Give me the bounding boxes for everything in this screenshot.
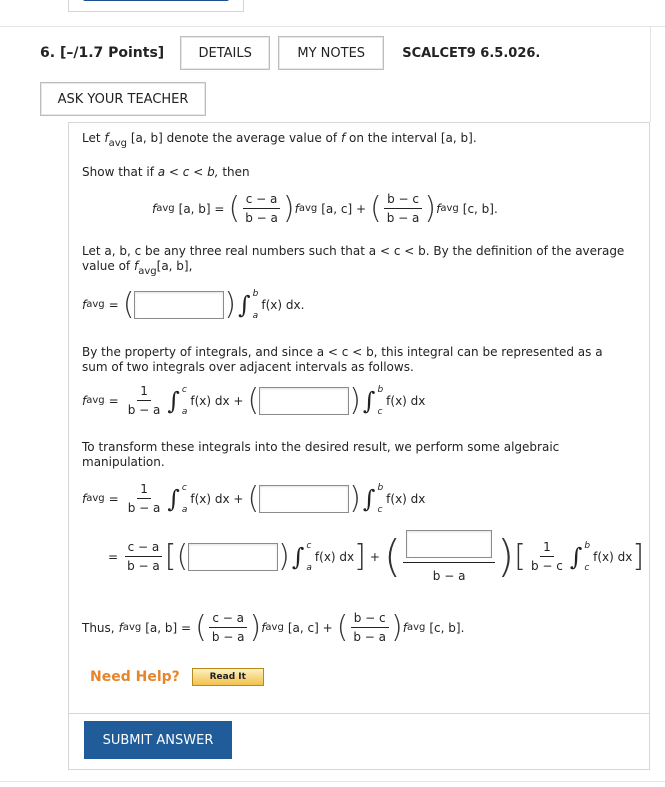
intro-text: Let $f_{avg}$ [a, b] denote the average value of f on the interval [a, b]. (82, 131, 477, 149)
my-notes-button[interactable]: MY NOTES (278, 36, 384, 70)
question-number: 6. [–/1.7 Points] (40, 45, 165, 61)
show-that-text: Show that if a < c < b, then (82, 165, 250, 179)
answer-box-3[interactable] (259, 485, 349, 513)
manipulation-equation-1: f avg = $\frac{1}{b - a}$ ∫ c a f(x) dx + ( ) ∫ b c f(x) dx (82, 480, 426, 516)
split-equation: f avg = $\frac{1}{b - a}$ ∫ c a f(x) dx + ( ) ∫ b c f(x) dx (82, 382, 426, 418)
target-equation: f avg [a, b] = ( $\frac{c - a}{b - a}$ ) f avg [a, c] + ( $\frac{b - c}{b - a}$ ) f avg [c, b]. (152, 190, 498, 226)
definition-equation: f avg = ( ) ∫ b a f(x) dx. (82, 287, 305, 322)
submit-answer-button[interactable]: SUBMIT ANSWER (84, 721, 232, 759)
question-header (40, 36, 540, 70)
divider (0, 781, 665, 782)
details-button[interactable]: DETAILS (180, 36, 270, 70)
definition-text: Let a, b, c be any three real numbers such that a < c < b. By the definition of the average value of $f_{avg}[a$, b], (82, 244, 625, 277)
progress-bar (83, 0, 229, 1)
conclusion-equation: Thus, f avg [a, b] = ( $\frac{c - a}{b - a}$ ) f avg [a, c] + ( $\frac{b - c}{b - a}$ ) f avg [c, b]. (82, 609, 465, 645)
read-it-button[interactable]: Read It (192, 668, 264, 686)
answer-box-1[interactable] (134, 291, 224, 319)
ask-your-teacher-button[interactable]: ASK YOUR TEACHER (40, 82, 206, 116)
answer-box-5[interactable] (406, 530, 492, 558)
divider (650, 26, 651, 122)
property-text: By the property of integrals, and since a < c < b, this integral can be represented as a sum of two integrals over adjacent intervals as follows. (82, 345, 603, 374)
answer-box-4[interactable] (188, 543, 278, 571)
need-help-label: Need Help? (90, 669, 180, 685)
course-code: SCALCET9 6.5.026. (402, 45, 541, 61)
divider (0, 26, 665, 27)
manipulation-equation-2: = $\frac{c - a}{b - a}$ [ ( ) ∫ c a f(x) dx ] + ( b − a ) [ $\frac{1}{b - c}$ ∫ b c f(x) dx ] (108, 530, 645, 583)
need-help-row (90, 668, 264, 686)
transform-text: To transform these integrals into the desired result, we perform some algebraic manipulation. (82, 440, 560, 469)
previous-question-card (68, 0, 244, 12)
answer-box-2[interactable] (259, 387, 349, 415)
